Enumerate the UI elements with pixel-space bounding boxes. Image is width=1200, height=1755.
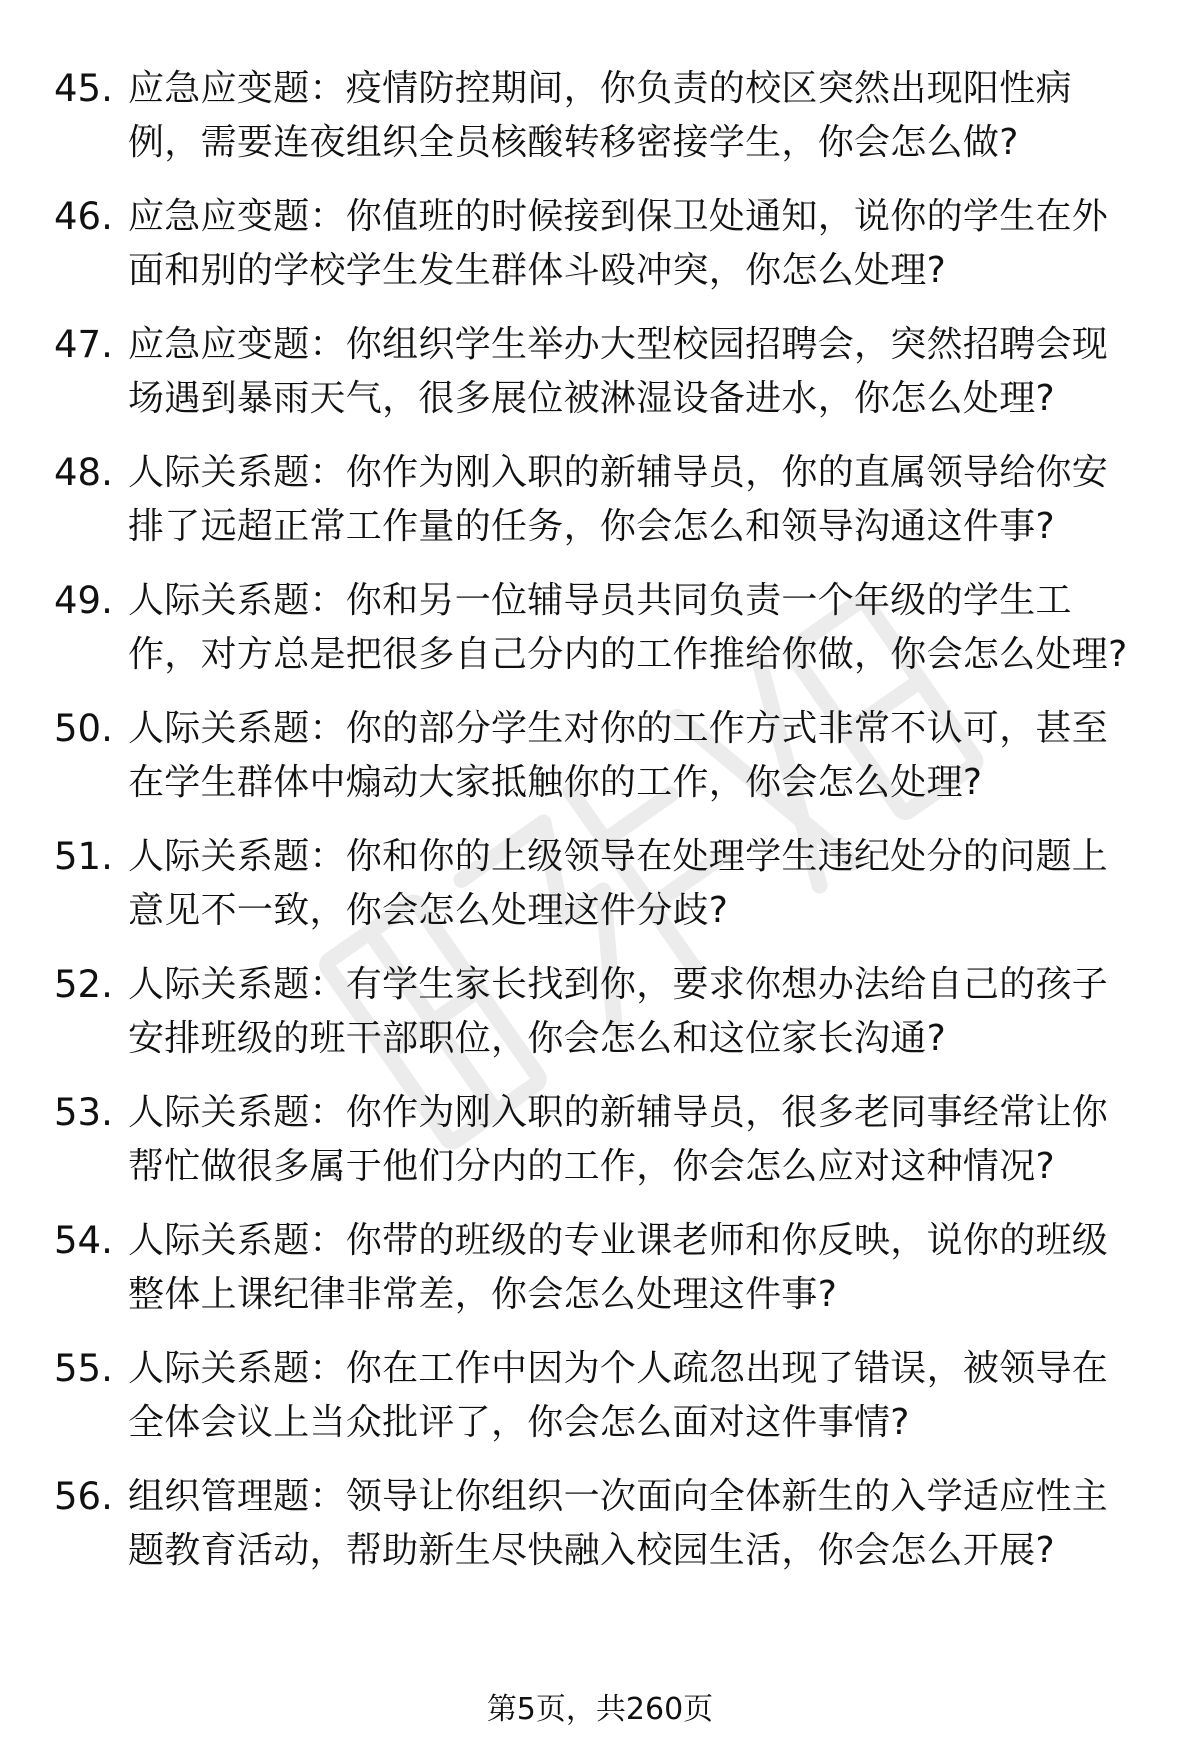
page-number-footer: 第5页，共260页 bbox=[486, 1692, 714, 1727]
question-item bbox=[0, 1086, 1200, 1202]
question-number: 50. bbox=[54, 707, 113, 750]
question-text: 应急应变题：你值班的时候接到保卫处通知，说你的学生在外面和别的学校学生发生群体斗殴冲突，你怎么处理? bbox=[128, 196, 1109, 291]
question-item bbox=[0, 1470, 1200, 1586]
question-number: 48. bbox=[54, 451, 113, 494]
question-number: 54. bbox=[54, 1219, 113, 1262]
question-item bbox=[0, 190, 1200, 306]
question-text: 人际关系题：你在工作中因为个人疏忽出现了错误，被领导在全体会议上当众批评了，你会怎么面对这件事情? bbox=[128, 1348, 1109, 1443]
question-item bbox=[0, 574, 1200, 690]
question-text: 应急应变题：你组织学生举办大型校园招聘会，突然招聘会现场遇到暴雨天气，很多展位被淋湿设备进水，你怎么处理? bbox=[128, 324, 1109, 419]
question-text: 组织管理题：领导让你组织一次面向全体新生的入学适应性主题教育活动，帮助新生尽快融入校园生活，你会怎么开展? bbox=[128, 1476, 1109, 1571]
question-text: 人际关系题：你和另一位辅导员共同负责一个年级的学生工作，对方总是把很多自己分内的工作推给你做，你会怎么处理? bbox=[128, 580, 1128, 675]
question-list bbox=[0, 62, 1200, 1598]
question-number: 56. bbox=[54, 1475, 113, 1518]
question-text: 人际关系题：你的部分学生对你的工作方式非常不认可，甚至在学生群体中煽动大家抵触你的工作，你会怎么处理? bbox=[128, 708, 1109, 803]
question-text: 人际关系题：你带的班级的专业课老师和你反映，说你的班级整体上课纪律非常差，你会怎么处理这件事? bbox=[128, 1220, 1109, 1315]
question-number: 52. bbox=[54, 963, 113, 1006]
question-number: 51. bbox=[54, 835, 113, 878]
question-text: 人际关系题：有学生家长找到你，要求你想办法给自己的孩子安排班级的班干部职位，你会怎么和这位家长沟通? bbox=[128, 964, 1109, 1059]
question-text: 应急应变题：疫情防控期间，你负责的校区突然出现阳性病例，需要连夜组织全员核酸转移密接学生，你会怎么做? bbox=[128, 68, 1072, 163]
question-item bbox=[0, 702, 1200, 818]
question-item bbox=[0, 958, 1200, 1074]
question-number: 49. bbox=[54, 579, 113, 622]
question-text: 人际关系题：你作为刚入职的新辅导员，你的直属领导给你安排了远超正常工作量的任务，你会怎么和领导沟通这件事? bbox=[128, 452, 1109, 547]
question-text: 人际关系题：你和你的上级领导在处理学生违纪处分的问题上意见不一致，你会怎么处理这件分歧? bbox=[128, 836, 1109, 931]
question-number: 55. bbox=[54, 1347, 113, 1390]
question-item bbox=[0, 62, 1200, 178]
question-number: 47. bbox=[54, 323, 113, 366]
question-item bbox=[0, 830, 1200, 946]
question-item bbox=[0, 318, 1200, 434]
question-item bbox=[0, 1214, 1200, 1330]
question-number: 53. bbox=[54, 1091, 113, 1134]
question-text: 人际关系题：你作为刚入职的新辅导员，很多老同事经常让你帮忙做很多属于他们分内的工作，你会怎么应对这种情况? bbox=[128, 1092, 1109, 1187]
question-number: 46. bbox=[54, 195, 113, 238]
question-item bbox=[0, 446, 1200, 562]
question-number: 45. bbox=[54, 67, 113, 110]
question-item bbox=[0, 1342, 1200, 1458]
